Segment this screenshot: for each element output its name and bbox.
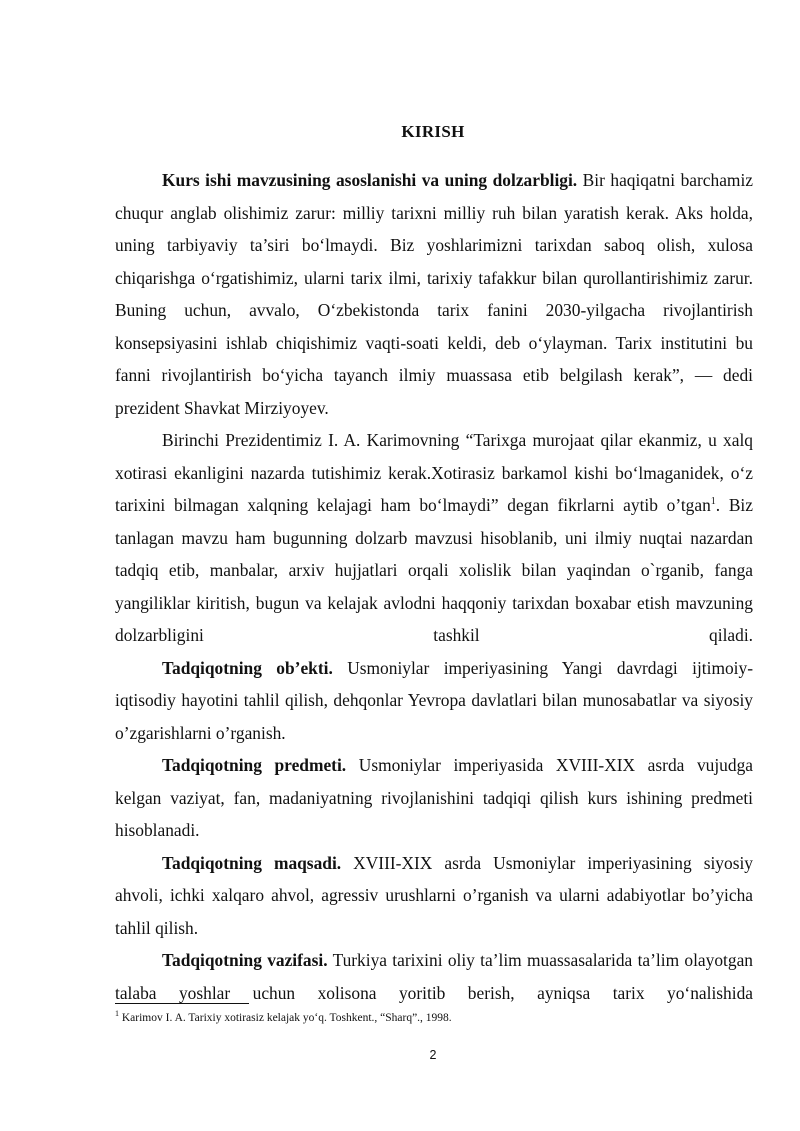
footnote-separator <box>115 1003 249 1004</box>
paragraph-tasks <box>115 944 753 1009</box>
footnote-number: 1 <box>115 1009 119 1019</box>
paragraph-relevance <box>115 164 753 424</box>
footnote-text: Karimov I. A. Tarixiy xotirasiz kelajak yo‘q. Toshkent., “Sharq”., 1998. <box>119 1012 452 1024</box>
paragraph-goal <box>115 847 753 945</box>
page-title: KIRISH <box>401 122 465 141</box>
paragraph-heading-object: Tadqiqotning ob’ekti. <box>162 657 333 678</box>
paragraph-text-karimov-2: . Biz tanlagan mavzu ham bugunning dolzarb mavzusi hisoblanib, uni ilmiy nuqtai nazardan tadqiq etib, manbalar, arxiv hujjatlari orqali xolislik bilan yaqindan o`rganib, fanga yangiliklar kiritish, bugun va kelajak avlodni haqqoniy tarixdan boxabar etish mavzuning dolzarbligini tashkil qiladi. <box>115 495 753 645</box>
paragraph-heading-subject: Tadqiqotning predmeti. <box>162 755 347 775</box>
body-text <box>115 164 753 1009</box>
paragraph-text-karimov-1: Birinchi Prezidentimiz I. A. Karimovning “Tarixga murojaat qilar ekanmiz, u xalq xotirasi ekanligini nazarda tutishimiz kerak.Xotirasiz barkamol kishi bo‘lmaganidek, o‘z tarixini bilmagan xalqning kelajagi ham bo‘lmaydi” degan fikrlarni aytib o’tgan <box>115 430 753 515</box>
paragraph-heading-relevance: Kurs ishi mavzusining asoslanishi va uning dolzarbligi. <box>162 170 578 190</box>
paragraph-text-object: Usmoniylar imperiyasining Yangi davrdagi ijtimoiy-iqtisodiy hayotini tahlil qilish, dehqonlar Yevropa davlatlari bilan munosabatlar va siyosiy o’zgarishlarni o’rganish. <box>115 657 753 743</box>
paragraph-text-goal: XVIII-XIX asrda Usmoniylar imperiyasining siyosiy ahvoli, ichki xalqaro ahvol, agressiv urushlarni o’rganish va ularni adabiyotlar bo’yicha tahlil qilish. <box>115 852 753 938</box>
paragraph-subject <box>115 749 753 847</box>
paragraph-heading-tasks: Tadqiqotning vazifasi. <box>162 950 328 970</box>
paragraph-heading-goal: Tadqiqotning maqsadi. <box>162 852 342 873</box>
page-number: 2 <box>429 1048 437 1062</box>
footnote-reference: 1 <box>710 496 716 508</box>
paragraph-text-tasks: Turkiya tarixini oliy ta’lim muassasalarida ta’lim olayotgan talaba yoshlar uchun xolisona yoritib berish, ayniqsa tarix yo‘nalishida <box>115 950 753 1003</box>
footnote <box>115 1011 755 1025</box>
paragraph-karimov-quote <box>115 424 753 652</box>
paragraph-object <box>115 652 753 750</box>
paragraph-text-relevance: Bir haqiqatni barchamiz chuqur anglab olishimiz zarur: milliy tarixni milliy ruh bilan yaratish kerak. Aks holda, uning tarbiyaviy ta’siri bo‘lmaydi. Biz yoshlarimizni tarixdan saboq olish, xulosa chiqarishga o‘rgatishimiz, ularni tarix ilmi, tarixiy tafakkur bilan qurollantirishimiz zarur. Buning uchun, avvalo, O‘zbekistonda tarix fanini 2030-yilgacha rivojlantirish konsepsiyasini ishlab chiqishimiz vaqti-soati keldi, deb o‘ylayman. Tarix institutini bu fanni rivojlantirish bo‘yicha tayanch ilmiy muassasa etib belgilash kerak”, — dedi prezident Shavkat Mirziyoyev. <box>115 170 753 418</box>
paragraph-text-subject: Usmoniylar imperiyasida XVIII-XIX asrda vujudga kelgan vaziyat, fan, madaniyatning rivojlanishini tadqiqi qilish kurs ishining predmeti hisoblanadi. <box>115 755 753 840</box>
